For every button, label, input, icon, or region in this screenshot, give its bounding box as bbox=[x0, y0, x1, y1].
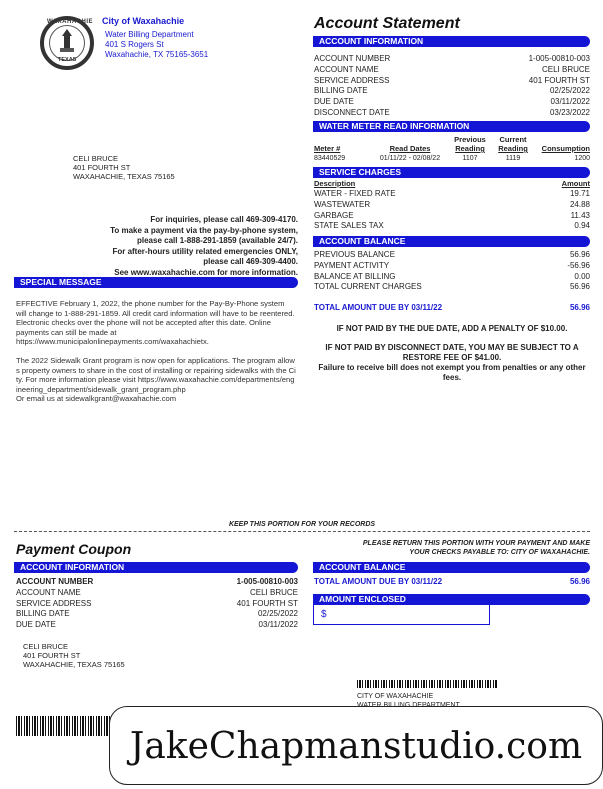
customer-name: CELI BRUCE bbox=[73, 154, 119, 163]
meter-header-cons: Consumption bbox=[541, 144, 590, 153]
coupon-balance-bar: ACCOUNT BALANCE bbox=[313, 562, 590, 573]
info-row bbox=[16, 577, 298, 588]
row-value: 1-005-00810-003 bbox=[528, 54, 590, 63]
seal-emblem-icon bbox=[49, 25, 85, 61]
row-label: ACCOUNT NUMBER bbox=[16, 577, 94, 586]
city-seal-logo bbox=[40, 16, 94, 70]
row-label: DUE DATE bbox=[314, 97, 354, 107]
logo-top-text: WAXAHACHIE bbox=[47, 19, 94, 25]
row-label: ACCOUNT NAME bbox=[16, 587, 81, 597]
row-value: 03/11/2022 bbox=[258, 620, 298, 630]
total-due-label: TOTAL AMOUNT DUE BY 03/11/22 bbox=[314, 303, 443, 312]
row-value: 24.88 bbox=[569, 199, 590, 209]
row-label: BILLING DATE bbox=[314, 86, 368, 96]
service-header-amount: Amount bbox=[561, 179, 590, 188]
row-label: STATE SALES TAX bbox=[314, 221, 384, 231]
account-balance-bar: ACCOUNT BALANCE bbox=[313, 236, 590, 247]
row-value: 11.43 bbox=[570, 210, 590, 220]
meter-dates: 01/11/22 - 02/08/22 bbox=[379, 155, 441, 162]
amount-enclosed-field[interactable] bbox=[313, 604, 490, 625]
row-value: 1-005-00810-003 bbox=[236, 577, 298, 586]
info-row bbox=[314, 282, 590, 293]
keep-portion-label: KEEP THIS PORTION FOR YOUR RECORDS bbox=[228, 521, 376, 528]
coupon-title: Payment Coupon bbox=[16, 541, 132, 557]
coupon-account-info-bar: ACCOUNT INFORMATION bbox=[14, 562, 298, 573]
row-label: PREVIOUS BALANCE bbox=[314, 250, 395, 259]
inquiries-line-1: For inquiries, please call 469-309-4170. bbox=[150, 215, 298, 224]
special-message-p3: Or email us at sidewalkgrant@waxahachie.com bbox=[16, 394, 177, 404]
row-value: 56.96 bbox=[569, 250, 590, 259]
penalty-notice: IF NOT PAID BY THE DUE DATE, ADD A PENALTY OF $10.00. bbox=[336, 324, 568, 333]
customer-street: 401 FOURTH ST bbox=[73, 163, 131, 172]
inquiries-block bbox=[40, 215, 298, 279]
row-label: SERVICE ADDRESS bbox=[314, 75, 390, 85]
coupon-total-value: 56.96 bbox=[569, 577, 590, 586]
service-header-desc: Description bbox=[314, 179, 356, 188]
remit-name: CITY OF WAXAHACHIE bbox=[357, 693, 434, 700]
row-label: DUE DATE bbox=[16, 620, 56, 630]
special-message-body bbox=[16, 299, 296, 411]
info-row bbox=[16, 609, 298, 620]
row-label: ACCOUNT NUMBER bbox=[314, 54, 391, 63]
inquiries-line-4: For after-hours utility related emergencies ONLY, bbox=[112, 246, 298, 256]
row-value: -56.96 bbox=[567, 260, 590, 270]
row-value: 03/23/2022 bbox=[549, 108, 590, 117]
row-label: PAYMENT ACTIVITY bbox=[314, 260, 390, 270]
row-value: CELI BRUCE bbox=[541, 64, 590, 74]
info-row bbox=[314, 261, 590, 272]
info-row bbox=[314, 189, 590, 200]
row-value: 401 FOURTH ST bbox=[236, 598, 298, 608]
row-label: BILLING DATE bbox=[16, 609, 70, 619]
dept-street: 401 S Rogers St bbox=[105, 40, 164, 49]
row-value: 02/25/2022 bbox=[549, 86, 590, 96]
meter-header-curr1: Current bbox=[499, 135, 527, 144]
special-message-p1: EFFECTIVE February 1, 2022, the phone number for the Pay-By-Phone system will change to 1-888-291-1859. All credit card information will have to be reentered. Electronic checks over the phone will not be accepted after this date. Online payments can still be made at https://www.municipalonlinepayments.com/waxahachietx. bbox=[16, 299, 295, 347]
row-label: BALANCE AT BILLING bbox=[314, 271, 396, 281]
row-value: 401 FOURTH ST bbox=[528, 75, 590, 85]
watermark-banner: JakeChapmanstudio.com bbox=[109, 706, 603, 785]
meter-cons: 1200 bbox=[574, 155, 590, 162]
dollar-sign: $ bbox=[321, 609, 327, 620]
coupon-total-label: TOTAL AMOUNT DUE BY 03/11/22 bbox=[314, 577, 443, 586]
info-row bbox=[314, 272, 590, 283]
coupon-customer-name: CELI BRUCE bbox=[23, 642, 69, 651]
row-value: CELI BRUCE bbox=[249, 587, 298, 597]
meter-header-prev2: Reading bbox=[455, 144, 485, 153]
special-message-bar: SPECIAL MESSAGE bbox=[14, 277, 298, 288]
row-value: 0.94 bbox=[574, 221, 590, 231]
customer-city: WAXAHACHIE, TEXAS 75165 bbox=[73, 172, 175, 181]
info-row bbox=[314, 108, 590, 119]
tear-line bbox=[14, 531, 590, 532]
info-row bbox=[16, 620, 298, 631]
disconnect-notice: IF NOT PAID BY DISCONNECT DATE, YOU MAY BE SUBJECT TO A RESTORE FEE OF $41.00. bbox=[325, 343, 579, 362]
row-label: ACCOUNT NAME bbox=[314, 64, 379, 74]
amount-enclosed-bar: AMOUNT ENCLOSED bbox=[313, 594, 590, 605]
row-value: 02/25/2022 bbox=[257, 609, 298, 619]
inquiries-line-3: please call 1-888-291-1859 (available 24/7). bbox=[137, 236, 298, 246]
info-row bbox=[314, 65, 590, 76]
row-label: DISCONNECT DATE bbox=[314, 108, 390, 117]
coupon-notice: PLEASE RETURN THIS PORTION WITH YOUR PAYMENT AND MAKE YOUR CHECKS PAYABLE TO: CITY OF WAXAHACHIE. bbox=[362, 540, 590, 556]
dept-name: Water Billing Department bbox=[105, 30, 194, 39]
info-row bbox=[314, 54, 590, 65]
info-row bbox=[16, 599, 298, 610]
row-label: TOTAL CURRENT CHARGES bbox=[314, 282, 422, 292]
row-value: 03/11/2022 bbox=[550, 97, 590, 107]
meter-info-bar: WATER METER READ INFORMATION bbox=[313, 121, 590, 132]
coupon-customer-street: 401 FOURTH ST bbox=[23, 651, 81, 660]
logo-bottom-text: TEXAS bbox=[58, 57, 77, 63]
info-row bbox=[314, 86, 590, 97]
inquiries-line-5: please call 469-309-4400. bbox=[203, 257, 298, 267]
city-name: City of Waxahachie bbox=[102, 16, 185, 26]
account-info-bar: ACCOUNT INFORMATION bbox=[313, 36, 590, 47]
inquiries-line-2: To make a payment via the pay-by-phone system, bbox=[110, 225, 298, 235]
coupon-customer-city: WAXAHACHIE, TEXAS 75165 bbox=[23, 660, 125, 669]
row-label: GARBAGE bbox=[314, 210, 354, 220]
meter-header-dates: Read Dates bbox=[389, 144, 431, 153]
meter-header-meter: Meter # bbox=[314, 144, 341, 153]
info-row bbox=[314, 221, 590, 232]
meter-header-prev1: Previous bbox=[454, 135, 486, 144]
row-label: WATER - FIXED RATE bbox=[314, 189, 396, 198]
meter-number: 83440529 bbox=[314, 155, 346, 162]
exempt-notice: Failure to receive bill does not exempt you from penalties or any other fees. bbox=[318, 363, 586, 382]
inquiries-line-6: See www.waxahachie.com for more information. bbox=[114, 267, 298, 277]
special-message-p2: The 2022 Sidewalk Grant program is now open for applications. The program allows property owners to share in the cost of installing or repairing sidewalks with the City. For more information please visit https://www.waxahachie.com/departments/engineering_department/sidewalk_grant_program.php bbox=[16, 355, 296, 394]
total-due-row bbox=[314, 303, 590, 314]
postal-barcode bbox=[357, 680, 497, 688]
meter-header-curr2: Reading bbox=[498, 144, 528, 153]
scan-line-barcode bbox=[16, 716, 112, 736]
service-charges-bar: SERVICE CHARGES bbox=[313, 167, 590, 178]
info-row bbox=[314, 211, 590, 222]
row-value: 0.00 bbox=[574, 271, 590, 281]
info-row bbox=[314, 200, 590, 211]
dept-citystate: Waxahachie, TX 75165-3651 bbox=[105, 50, 209, 59]
info-row bbox=[16, 588, 298, 599]
info-row bbox=[314, 97, 590, 108]
coupon-total-row bbox=[314, 577, 590, 588]
row-value: 56.96 bbox=[569, 282, 590, 292]
meter-curr: 1119 bbox=[505, 155, 521, 162]
total-due-value: 56.96 bbox=[569, 303, 590, 312]
info-row bbox=[314, 250, 590, 261]
statement-title: Account Statement bbox=[314, 15, 460, 32]
row-value: 19.71 bbox=[569, 189, 590, 198]
info-row bbox=[314, 76, 590, 87]
meter-prev: 1107 bbox=[462, 155, 478, 162]
row-label: WASTEWATER bbox=[314, 199, 371, 209]
row-label: SERVICE ADDRESS bbox=[16, 598, 92, 608]
